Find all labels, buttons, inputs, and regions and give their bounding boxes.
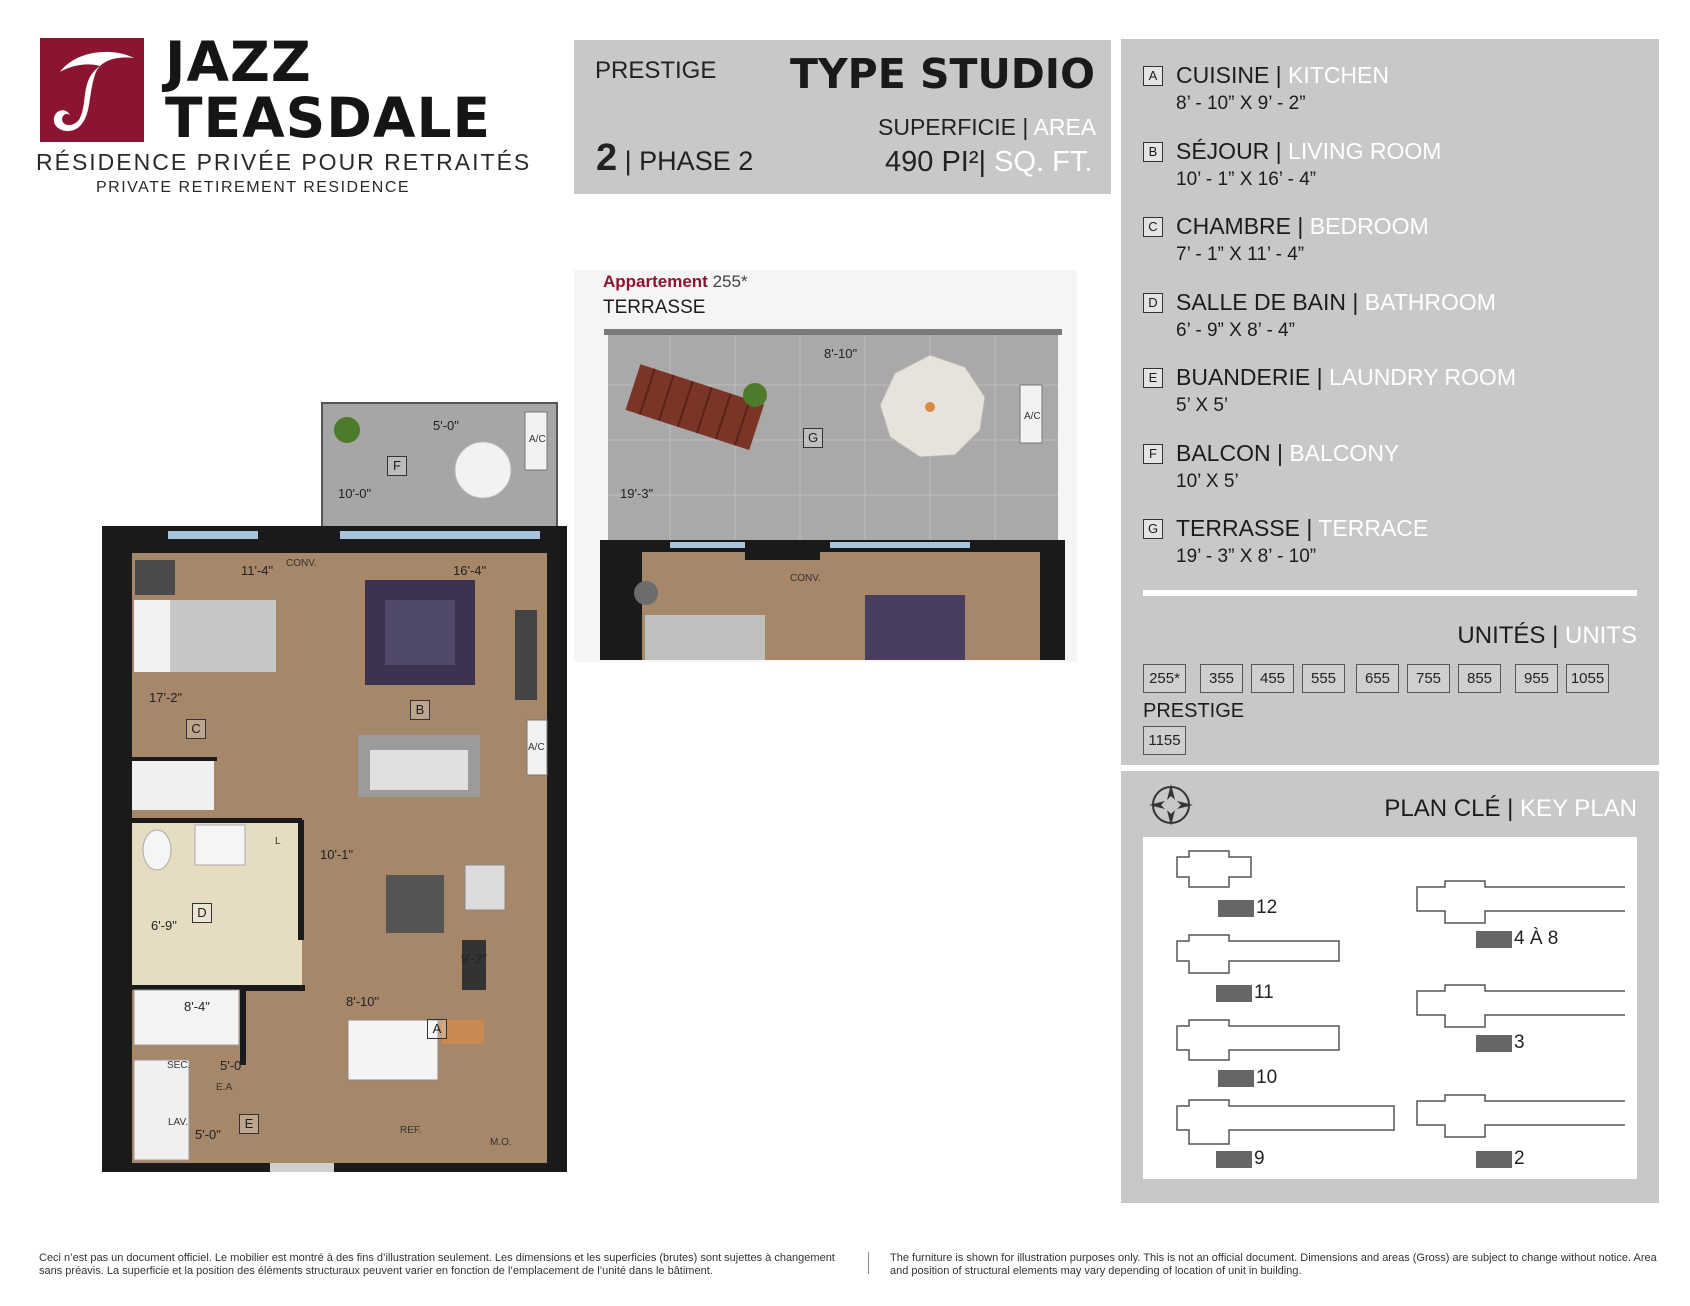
key-plan-buildings — [1175, 845, 1625, 1170]
kitchen-sink — [465, 865, 505, 910]
collection-label: PRESTIGE — [595, 57, 717, 84]
apartment-label — [603, 272, 748, 292]
room-letter: G — [1143, 519, 1163, 539]
balcony-table — [455, 442, 511, 498]
room-ac-label: A/C — [528, 742, 545, 753]
building-floor-9 — [1177, 1100, 1394, 1144]
room-letter: D — [1143, 293, 1163, 313]
dim-6-9: 6'-9" — [151, 918, 177, 933]
building-floor-11 — [1177, 935, 1339, 973]
ea-label: E.A — [216, 1082, 233, 1093]
unit-chip[interactable]: 755 — [1407, 664, 1450, 693]
room-name: CUISINE | KITCHEN — [1176, 62, 1389, 88]
bathroom-sink — [195, 825, 245, 865]
phase-label: | PHASE 2 — [624, 146, 754, 176]
unit-chip[interactable]: 655 — [1356, 664, 1399, 693]
room-dimension: 7’ - 1” X 11’ - 4” — [1176, 244, 1305, 265]
toilet — [143, 830, 171, 870]
dim-8-4: 8'-4" — [184, 999, 210, 1014]
room-dimension: 10’ X 5’ — [1176, 471, 1239, 492]
building-phase — [596, 137, 753, 180]
room-dimension: 5’ X 5’ — [1176, 395, 1229, 416]
unit-chip-prestige[interactable]: 1155 — [1143, 726, 1186, 755]
balcony-dim-width: 5'-0" — [433, 418, 459, 433]
key-plan-floor-10: 10 — [1256, 1067, 1278, 1088]
balcony-plant — [334, 417, 360, 443]
key-plan-floor-9: 9 — [1254, 1148, 1265, 1169]
terrace-dim-width: 8'-10" — [824, 346, 858, 361]
brand-name-line2: TEASDALE — [165, 86, 492, 150]
terrace-letter-g: G — [803, 428, 823, 448]
compass-icon — [1145, 782, 1197, 828]
room-letter-b: B — [410, 700, 430, 720]
room-dimension: 19’ - 3” X 8’ - 10” — [1176, 546, 1317, 567]
fridge-label: REF. — [400, 1125, 422, 1136]
area-label — [878, 114, 1096, 141]
room-letter: A — [1143, 66, 1163, 86]
microwave — [442, 1020, 484, 1044]
room-dimension: 10’ - 1” X 16’ - 4” — [1176, 169, 1317, 190]
dim-5-0-b: 5'-0" — [195, 1127, 221, 1142]
conv-label: CONV. — [286, 558, 317, 569]
microwave-label: M.O. — [490, 1137, 512, 1148]
disclaimer-en: The furniture is shown for illustration purposes only. This is not an official document. Dimensions and areas (Gross) are subject to change without notice. Area and position of structural elements may vary depending of location of unit in building. — [890, 1252, 1657, 1277]
key-plan-title: PLAN CLÉ | KEY PLAN — [1384, 795, 1637, 822]
building-floor-3 — [1417, 985, 1625, 1027]
dim-5-0-a: 5'-0" — [220, 1058, 246, 1073]
building-floor-4-8 — [1417, 881, 1625, 923]
area-value — [885, 146, 1092, 179]
room-letter-a: A — [427, 1019, 447, 1039]
room-letter: E — [1143, 368, 1163, 388]
room-letter-c: C — [186, 719, 206, 739]
key-plan-floor-2: 2 — [1514, 1148, 1525, 1169]
unit-chip[interactable]: 555 — [1302, 664, 1345, 693]
terrace-title: TERRASSE — [603, 297, 706, 318]
room-letter: F — [1143, 444, 1163, 464]
room-dimension: 6’ - 9” X 8’ - 4” — [1176, 320, 1295, 341]
brand-logo-swirl — [40, 38, 144, 142]
footer-separator — [868, 1252, 869, 1274]
key-plan-floor-3: 3 — [1514, 1032, 1525, 1053]
dim-11-4: 11'-4" — [241, 563, 274, 578]
key-plan-floor-12: 12 — [1256, 897, 1278, 918]
building-floor-12 — [1177, 851, 1251, 887]
dryer-label: SEC. — [167, 1060, 191, 1071]
rooms-divider — [1143, 590, 1637, 596]
balcony-dim-length: 10'-0" — [338, 486, 372, 501]
building-number: 2 — [596, 137, 618, 179]
room-name: SÉJOUR | LIVING ROOM — [1176, 138, 1442, 164]
terrace-railing — [604, 329, 1062, 335]
room-letter-f: F — [387, 456, 407, 476]
unit-chip[interactable]: 355 — [1200, 664, 1243, 693]
disclaimer-fr: Ceci n’est pas un document officiel. Le mobilier est montré à des fins d’illustration seulement. Les dimensions et les superficies (brutes) sont sujettes à changement sans préavis. La superficie et la position des éléments structuraux peuvent varier en fonction de l’emplacement de l’unité dans le bâtiment. — [39, 1252, 835, 1277]
room-name: TERRASSE | TERRACE — [1176, 515, 1429, 541]
brand-name-line1: JAZZ — [165, 30, 312, 94]
brand-logo-mark — [40, 38, 144, 142]
area-value-number: 490 PI²| — [885, 146, 987, 178]
brand-name — [165, 30, 492, 150]
room-letter-d: D — [192, 903, 212, 923]
building-floor-10 — [1177, 1020, 1339, 1060]
entry-door — [270, 1163, 334, 1172]
nightstand — [135, 560, 175, 595]
refrigerator — [348, 1020, 438, 1080]
closet — [132, 760, 214, 810]
dim-17-2: 17'-2" — [149, 690, 183, 705]
dining-table — [386, 875, 444, 933]
units-title: UNITÉS | UNITS — [1457, 622, 1637, 649]
room-name: SALLE DE BAIN | BATHROOM — [1176, 289, 1496, 315]
key-plan-floor-11: 11 — [1254, 982, 1274, 1003]
brand-tagline-en: PRIVATE RETIREMENT RESIDENCE — [96, 179, 411, 196]
apartment-label-text: Appartement — [603, 272, 708, 291]
room-name: BALCON | BALCONY — [1176, 440, 1400, 466]
terrace-ac-label: A/C — [1024, 411, 1041, 422]
area-label-en: AREA — [1033, 114, 1097, 140]
unit-chip[interactable]: 955 — [1515, 664, 1558, 693]
apartment-number: 255* — [712, 272, 748, 291]
terrace-dim-length: 19'-3" — [620, 486, 654, 501]
tv-stand — [515, 610, 537, 700]
key-plan-floor-4-8: 4 À 8 — [1514, 928, 1559, 949]
balcony-ac-label: A/C — [529, 434, 546, 445]
brand-tagline-fr: RÉSIDENCE PRIVÉE POUR RETRAITÉS — [36, 149, 532, 175]
area-label-fr: SUPERFICIE | — [878, 114, 1029, 140]
washer-dryer — [134, 1060, 189, 1160]
prestige-label: PRESTIGE — [1143, 700, 1245, 722]
building-floor-2 — [1417, 1095, 1625, 1137]
washer-label: LAV. — [168, 1117, 189, 1128]
room-letter: B — [1143, 142, 1163, 162]
room-letter: C — [1143, 217, 1163, 237]
room-name: CHAMBRE | BEDROOM — [1176, 213, 1429, 239]
floor-plan-drawing — [100, 400, 570, 1175]
unit-chip[interactable]: 255* — [1143, 664, 1186, 693]
room-name: BUANDERIE | LAUNDRY ROOM — [1176, 364, 1516, 390]
unit-chip[interactable]: 1055 — [1566, 664, 1609, 693]
terrace-plant — [743, 383, 767, 407]
terrace-drawing — [600, 325, 1065, 660]
terrace-conv-label: CONV. — [790, 573, 821, 584]
dim-10-1: 10'-1" — [320, 847, 354, 862]
laundry-l-label: L — [275, 836, 281, 847]
room-dimension: 8’ - 10” X 9’ - 2” — [1176, 93, 1306, 114]
unit-type-title: TYPE STUDIO — [790, 50, 1095, 98]
unit-chip[interactable]: 855 — [1458, 664, 1501, 693]
area-unit-en: SQ. FT. — [994, 146, 1093, 178]
dim-8-10: 8'-10" — [346, 994, 380, 1009]
room-letter-e: E — [239, 1114, 259, 1134]
unit-chip[interactable]: 455 — [1251, 664, 1294, 693]
dim-16-4: 16'-4" — [453, 563, 487, 578]
dim-9-2: 9'-2" — [461, 951, 487, 966]
